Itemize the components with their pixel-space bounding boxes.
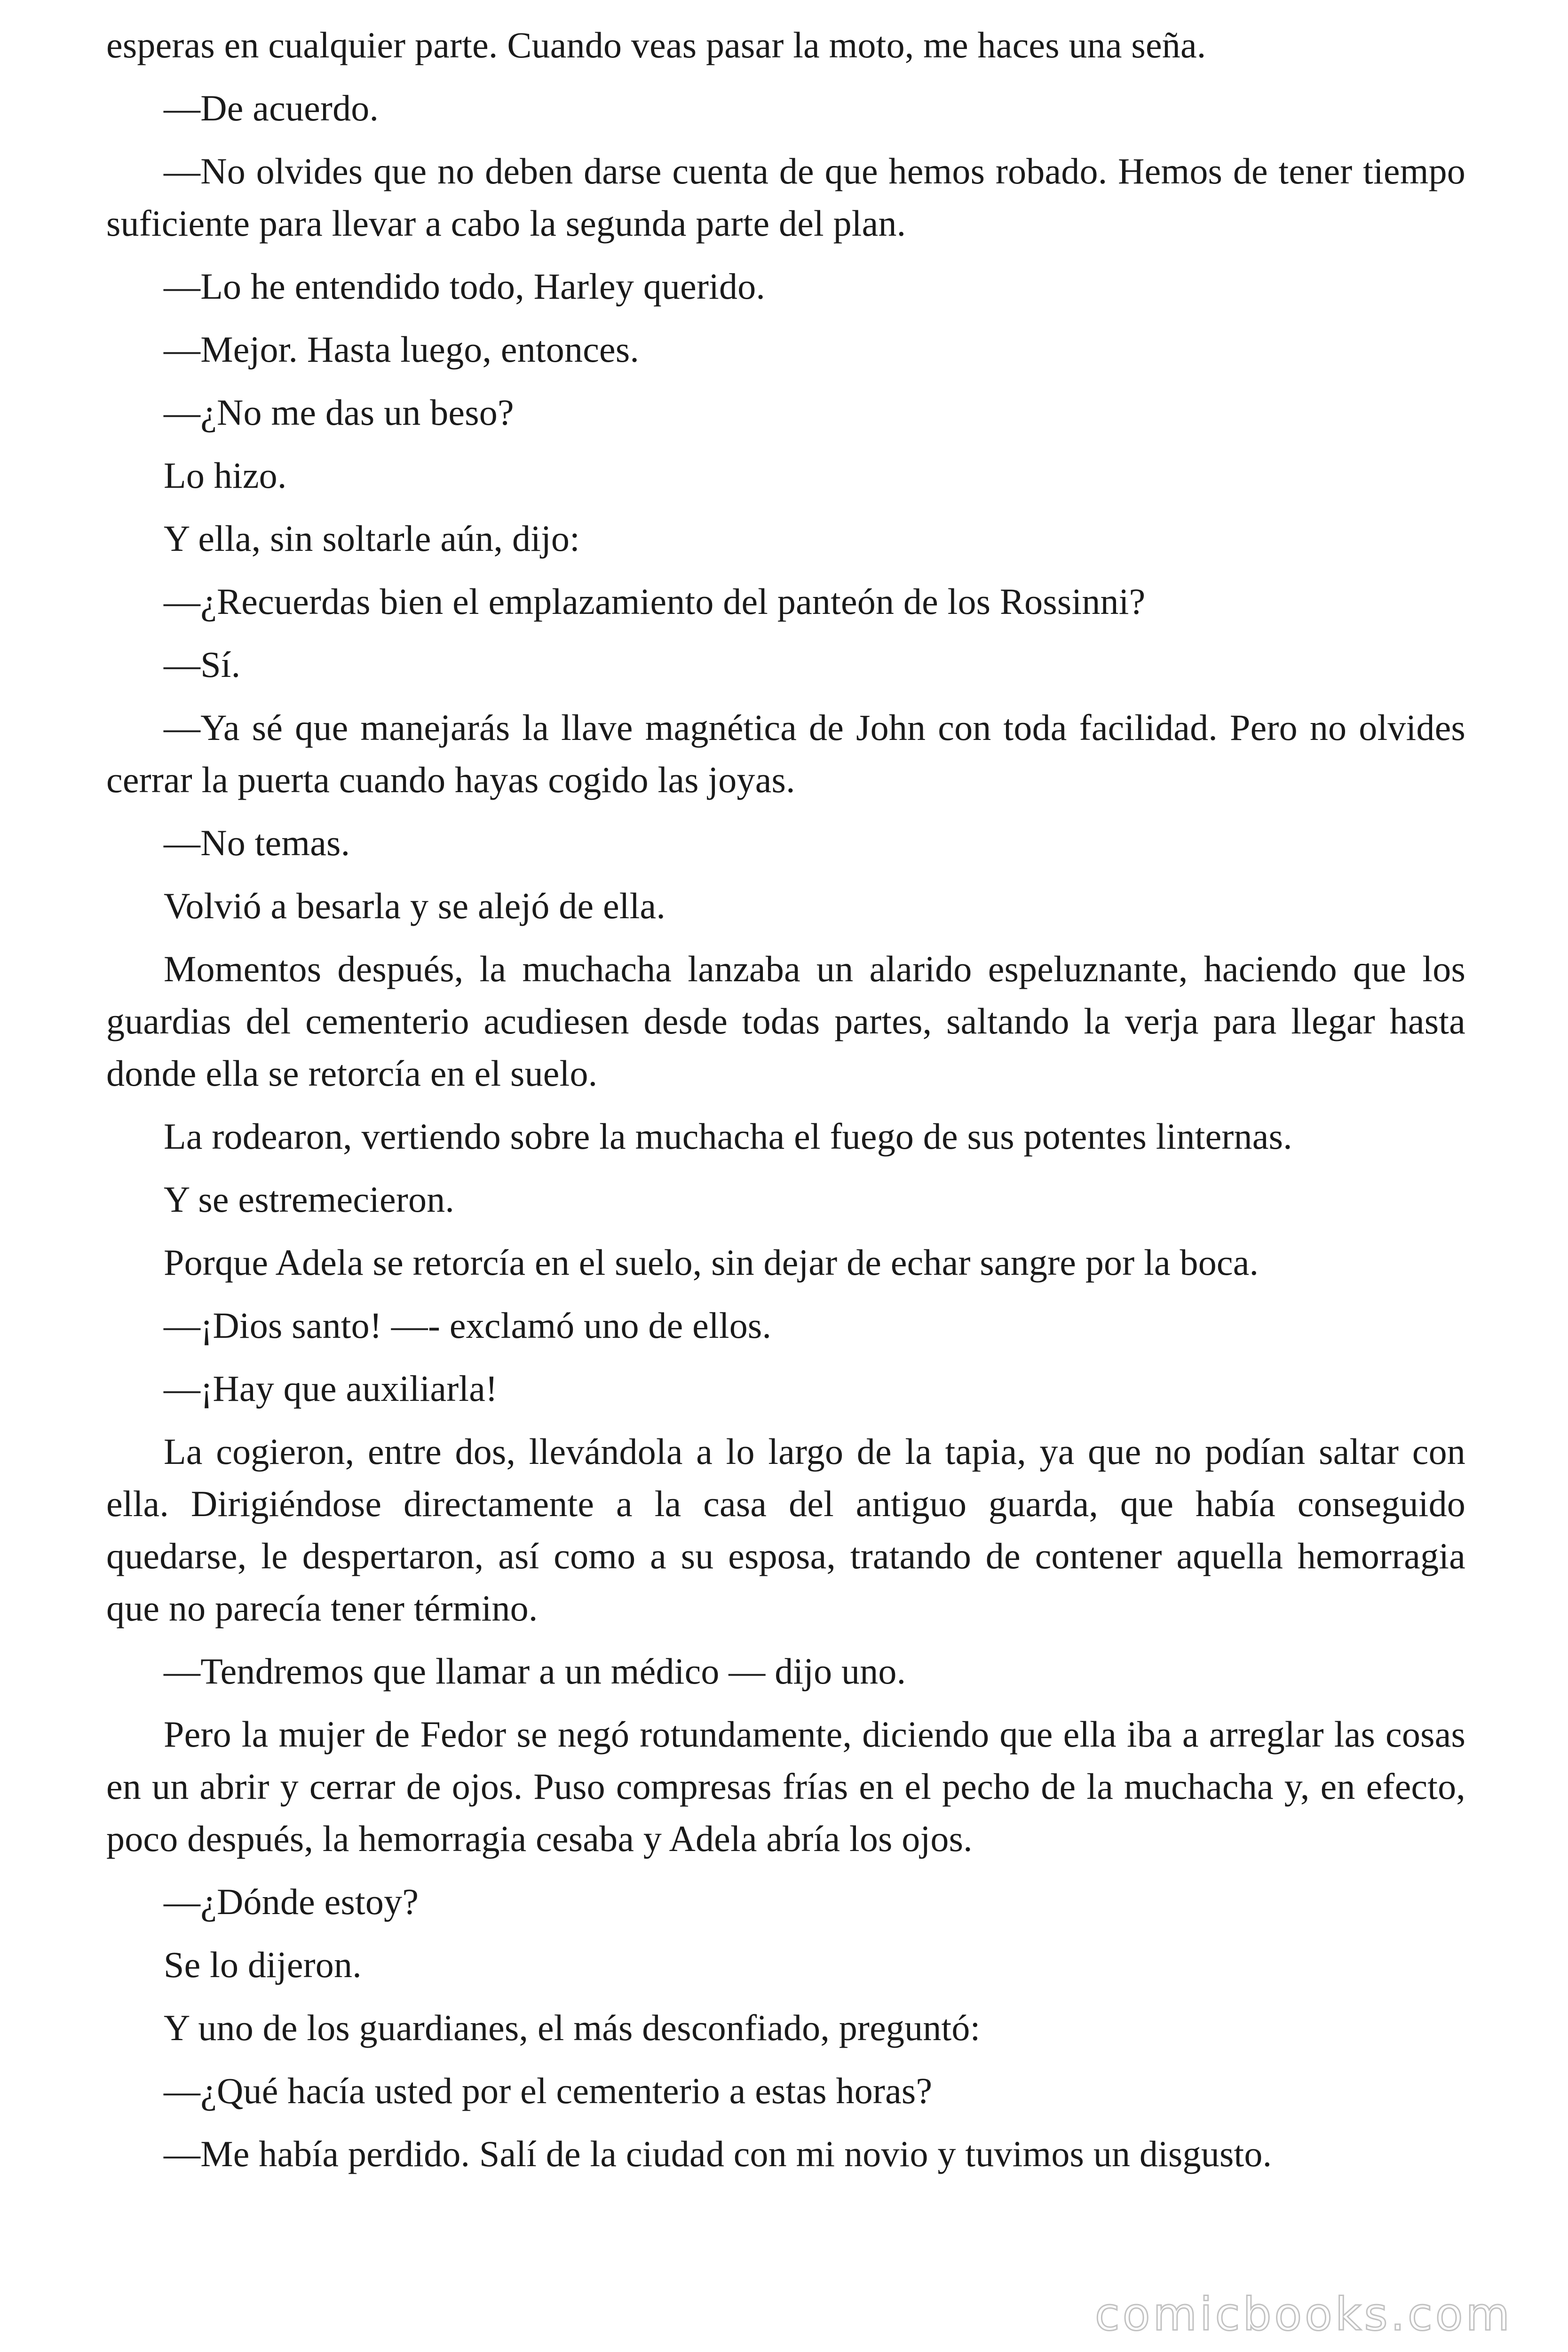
paragraph: —Mejor. Hasta luego, entonces.: [164, 329, 640, 370]
paragraph: La cogieron, entre dos, llevándola a lo largo de la tapia, ya que no podían saltar con ella. Dirigiéndose directamente a la casa del antiguo guarda, que había conseguido quedarse, le despertaron, así como a su esposa, tratando de contener aquella hemorragia que no parecía tener término.: [106, 1431, 1465, 1629]
watermark-text: comicbooks.com: [1094, 2288, 1513, 2341]
paragraph: Momentos después, la muchacha lanzaba un alarido espeluznante, haciendo que los guardias del cementerio acudiesen desde todas partes, saltando la verja para llegar hasta donde ella se retorcía en el suelo.: [106, 948, 1465, 1094]
paragraph: Porque Adela se retorcía en el suelo, sin dejar de echar sangre por la boca.: [164, 1242, 1259, 1283]
paragraph: Lo hizo.: [164, 455, 287, 496]
text-column: [106, 19, 1465, 2191]
paragraph: —Ya sé que manejarás la llave magnética de John con toda facilidad. Pero no olvides cerrar la puerta cuando hayas cogido las joyas.: [106, 707, 1465, 800]
paragraph: —No temas.: [164, 822, 350, 863]
paragraph: —Me había perdido. Salí de la ciudad con mi novio y tuvimos un disgusto.: [164, 2133, 1272, 2174]
paragraph: —¿Dónde estoy?: [164, 1881, 419, 1922]
paragraph: La rodearon, vertiendo sobre la muchacha el fuego de sus potentes linternas.: [164, 1116, 1292, 1157]
paragraph: Y se estremecieron.: [164, 1179, 455, 1220]
paragraph: esperas en cualquier parte. Cuando veas pasar la moto, me haces una seña.: [106, 24, 1206, 65]
paragraph: —Lo he entendido todo, Harley querido.: [164, 266, 766, 307]
paragraph: —Tendremos que llamar a un médico — dijo uno.: [164, 1651, 906, 1692]
paragraph: Se lo dijeron.: [164, 1944, 362, 1985]
paragraph: Volvió a besarla y se alejó de ella.: [164, 885, 666, 926]
paragraph: Y uno de los guardianes, el más desconfiado, preguntó:: [164, 2007, 981, 2048]
paragraph: —¿Qué hacía usted por el cementerio a estas horas?: [164, 2070, 933, 2111]
paragraph: —¡Dios santo! —- exclamó uno de ellos.: [164, 1305, 772, 1346]
paragraph: —Sí.: [164, 644, 241, 685]
paragraph: —No olvides que no deben darse cuenta de que hemos robado. Hemos de tener tiempo suficiente para llevar a cabo la segunda parte del plan.: [106, 151, 1465, 244]
paragraph: —De acuerdo.: [164, 87, 379, 128]
paragraph: —¡Hay que auxiliarla!: [164, 1368, 498, 1409]
paragraph: —¿Recuerdas bien el emplazamiento del panteón de los Rossinni?: [164, 581, 1146, 622]
paragraph: —¿No me das un beso?: [164, 392, 514, 433]
paragraph: Y ella, sin soltarle aún, dijo:: [164, 518, 580, 559]
paragraph: Pero la mujer de Fedor se negó rotundamente, diciendo que ella iba a arreglar las cosas en un abrir y cerrar de ojos. Puso compresas frías en el pecho de la muchacha y, en efecto, poco después, la hemorragia cesaba y Adela abría los ojos.: [106, 1714, 1465, 1859]
